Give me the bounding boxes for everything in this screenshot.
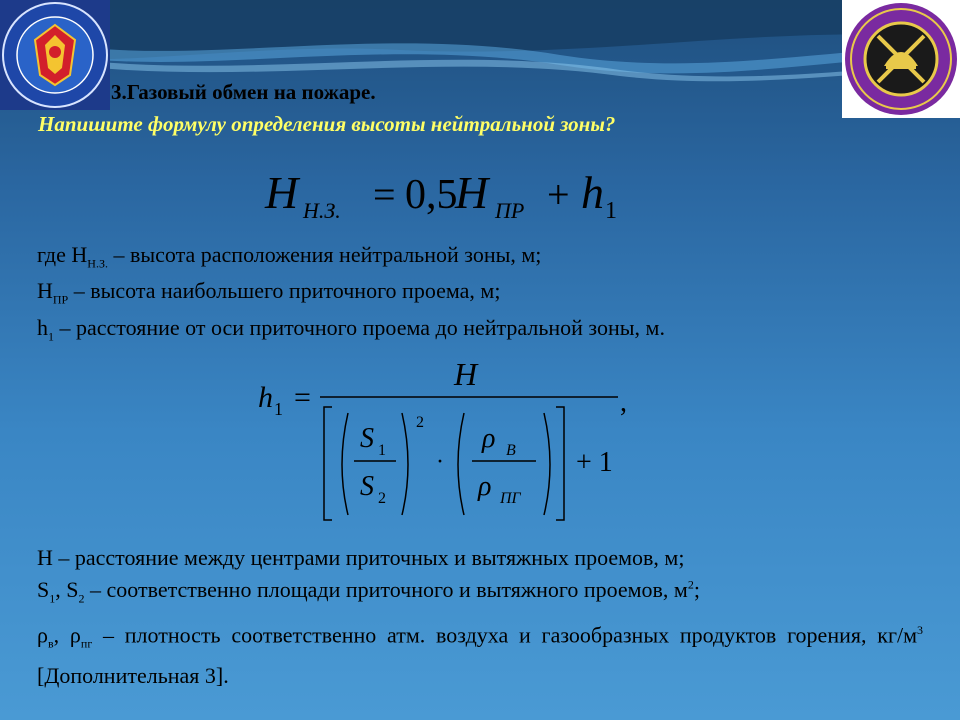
formula-h1 xyxy=(250,355,650,530)
note2-a-sub: 1 xyxy=(49,591,56,606)
formula1-mid-sub: ПР xyxy=(495,198,525,223)
note2-b: , S xyxy=(55,577,79,602)
formula1-lhs: H xyxy=(265,167,299,218)
formula-neutral-zone-height xyxy=(255,160,635,230)
definition-neutral-zone xyxy=(37,242,541,271)
note2-b-sub: 2 xyxy=(78,591,85,606)
def2-sub: ПР xyxy=(52,292,69,307)
formula1-coef: 0,5 xyxy=(405,172,458,218)
note2-a: S xyxy=(37,577,50,602)
formula2-power: 2 xyxy=(416,414,424,431)
note-densities xyxy=(37,614,923,692)
def3-post: – расстояние от оси приточного проема до нейтральной зоны, м. xyxy=(54,315,665,340)
def3-pre: h xyxy=(37,315,48,340)
note2-d: ; xyxy=(693,577,700,602)
formula2-comma: , xyxy=(620,387,627,418)
formula1-plus: + xyxy=(547,172,570,217)
slide-heading: 3.Газовый обмен на пожаре. xyxy=(111,80,376,104)
university-emblem-icon xyxy=(0,0,110,110)
formula1-rhs-sub: 1 xyxy=(605,198,617,224)
def2-pre: Н xyxy=(37,278,53,303)
fire-service-emblem-icon xyxy=(842,0,960,118)
formula2-dot: · xyxy=(436,449,444,475)
def1-post: – высота расположения нейтральной зоны, м; xyxy=(107,242,542,267)
def1-sub: Н.З. xyxy=(87,256,108,271)
formula2-lhs-sub: 1 xyxy=(274,399,283,419)
note3-a: ρ xyxy=(37,622,48,648)
note2-c: – соответственно площади приточного и вытяжного проемов, м xyxy=(84,577,688,602)
definition-h1 xyxy=(37,315,665,344)
note3-c: – плотность соответственно атм. воздуха и газообразных продуктов горения, кг/м xyxy=(92,622,917,648)
formula1-eq: = xyxy=(373,172,396,217)
note3-sup: 3 xyxy=(917,623,923,637)
note3-b: , ρ xyxy=(53,622,81,648)
note3-d: [Дополнительная 3]. xyxy=(37,662,229,688)
header-waves xyxy=(0,0,960,90)
formula2-s2-sub: 2 xyxy=(378,490,386,507)
def2-post: – высота наибольшего приточного проема, м; xyxy=(68,278,501,303)
note-distance-h xyxy=(37,545,684,571)
formula2-rho-v-sub: В xyxy=(506,442,516,459)
note1-text: Н – расстояние между центрами приточных и вытяжных проемов, м; xyxy=(37,545,685,570)
formula2-numerator: H xyxy=(454,356,478,392)
formula2-plus-one: + 1 xyxy=(576,447,613,478)
definition-opening-height xyxy=(37,278,500,307)
formula2-rho-pg-sub: ПГ xyxy=(500,490,521,507)
formula2-rho-pg: ρ xyxy=(478,471,492,502)
note3-b-sub: пг xyxy=(80,636,93,651)
formula1-rhs: h xyxy=(581,167,604,218)
note-areas xyxy=(37,577,700,606)
formula2-eq: = xyxy=(294,381,311,414)
formula1-mid: H xyxy=(455,167,489,218)
def1-pre: где Н xyxy=(37,242,88,267)
formula2-lhs: h xyxy=(258,381,273,414)
formula2-rho-v: ρ xyxy=(482,423,496,454)
note2-sup: 2 xyxy=(687,577,694,592)
note3-a-sub: в xyxy=(47,636,54,651)
formula1-lhs-sub: Н.З. xyxy=(303,198,341,223)
def3-sub: 1 xyxy=(48,329,54,344)
formula2-s1-sub: 1 xyxy=(378,442,386,459)
slide-question: Напишите формулу определения высоты нейтральной зоны? xyxy=(38,112,616,136)
formula2-s2: S xyxy=(360,471,374,502)
formula2-s1: S xyxy=(360,423,374,454)
